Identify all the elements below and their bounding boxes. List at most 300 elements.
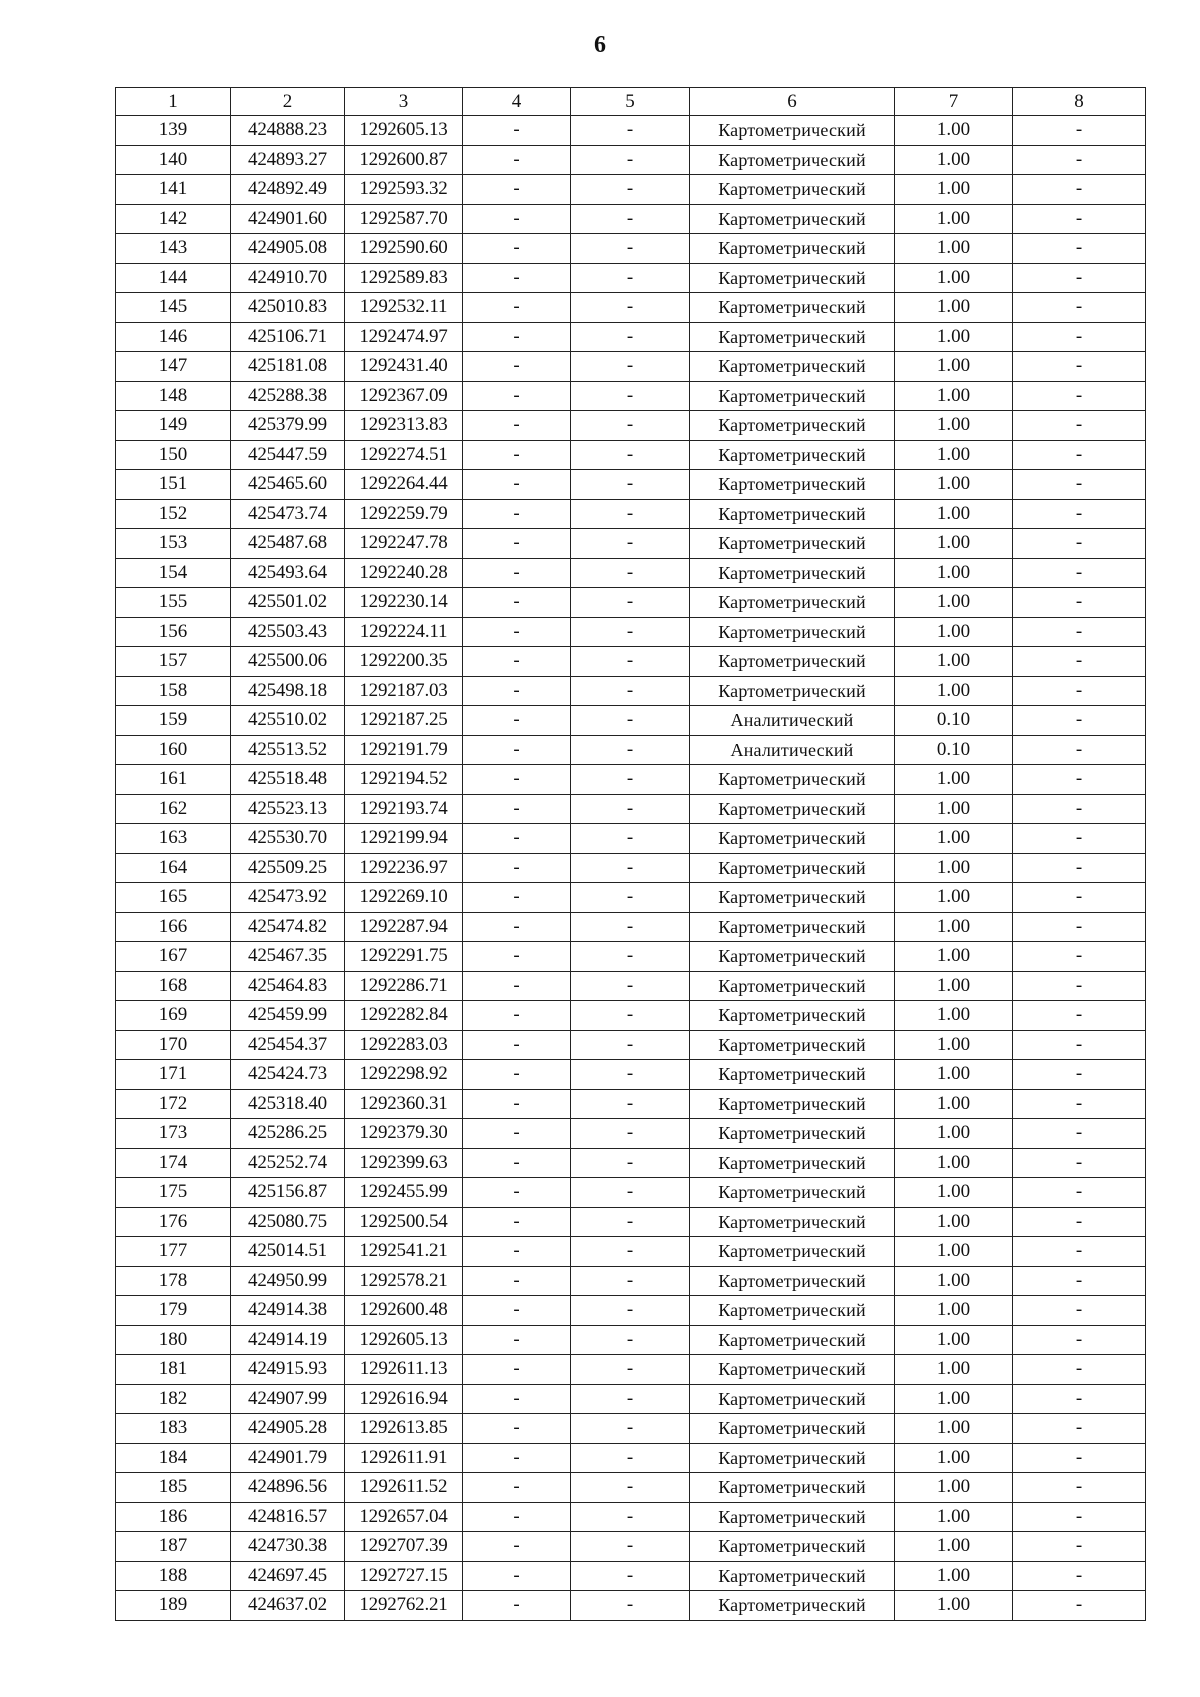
cell-col-4: - — [463, 1089, 571, 1119]
cell-coord-y: 1292590.60 — [345, 234, 463, 264]
cell-col-4: - — [463, 1148, 571, 1178]
cell-col-4: - — [463, 1384, 571, 1414]
cell-method: Картометрический — [690, 765, 895, 795]
cell-col-4: - — [463, 558, 571, 588]
cell-col-4: - — [463, 1237, 571, 1267]
cell-method: Картометрический — [690, 1119, 895, 1149]
cell-col-4: - — [463, 440, 571, 470]
cell-col-4: - — [463, 1296, 571, 1326]
cell-col-4: - — [463, 735, 571, 765]
column-header-5: 5 — [571, 88, 690, 116]
cell-point-number: 162 — [116, 794, 231, 824]
cell-col-8: - — [1013, 293, 1146, 323]
cell-coord-x: 425447.59 — [231, 440, 345, 470]
column-header-8: 8 — [1013, 88, 1146, 116]
cell-col-4: - — [463, 676, 571, 706]
cell-coord-x: 425156.87 — [231, 1178, 345, 1208]
cell-precision: 1.00 — [895, 1384, 1013, 1414]
column-header-3: 3 — [345, 88, 463, 116]
cell-coord-x: 424893.27 — [231, 145, 345, 175]
cell-col-4: - — [463, 1443, 571, 1473]
cell-point-number: 152 — [116, 499, 231, 529]
cell-coord-x: 425530.70 — [231, 824, 345, 854]
column-header-6: 6 — [690, 88, 895, 116]
cell-col-4: - — [463, 706, 571, 736]
table-row — [116, 1532, 1146, 1562]
cell-col-5: - — [571, 765, 690, 795]
column-header-7: 7 — [895, 88, 1013, 116]
cell-coord-x: 424905.08 — [231, 234, 345, 264]
cell-point-number: 165 — [116, 883, 231, 913]
cell-col-8: - — [1013, 352, 1146, 382]
cell-coord-y: 1292613.85 — [345, 1414, 463, 1444]
cell-col-8: - — [1013, 558, 1146, 588]
cell-method: Картометрический — [690, 1414, 895, 1444]
cell-method: Картометрический — [690, 381, 895, 411]
cell-col-8: - — [1013, 971, 1146, 1001]
cell-precision: 1.00 — [895, 1443, 1013, 1473]
cell-col-4: - — [463, 942, 571, 972]
cell-coord-y: 1292236.97 — [345, 853, 463, 883]
cell-col-8: - — [1013, 853, 1146, 883]
cell-precision: 1.00 — [895, 676, 1013, 706]
cell-coord-y: 1292187.25 — [345, 706, 463, 736]
cell-col-5: - — [571, 293, 690, 323]
table-row — [116, 1414, 1146, 1444]
cell-col-8: - — [1013, 1178, 1146, 1208]
cell-point-number: 158 — [116, 676, 231, 706]
cell-col-4: - — [463, 411, 571, 441]
cell-method: Картометрический — [690, 145, 895, 175]
cell-precision: 1.00 — [895, 647, 1013, 677]
cell-coord-x: 424907.99 — [231, 1384, 345, 1414]
cell-method: Картометрический — [690, 1089, 895, 1119]
table-row — [116, 942, 1146, 972]
cell-col-4: - — [463, 352, 571, 382]
cell-col-4: - — [463, 1030, 571, 1060]
cell-coord-x: 425501.02 — [231, 588, 345, 618]
cell-coord-x: 425286.25 — [231, 1119, 345, 1149]
table-row — [116, 824, 1146, 854]
cell-coord-y: 1292224.11 — [345, 617, 463, 647]
cell-method: Картометрический — [690, 1561, 895, 1591]
cell-col-8: - — [1013, 1325, 1146, 1355]
cell-coord-y: 1292762.21 — [345, 1591, 463, 1621]
cell-col-8: - — [1013, 617, 1146, 647]
table-row — [116, 529, 1146, 559]
cell-precision: 1.00 — [895, 293, 1013, 323]
cell-col-5: - — [571, 942, 690, 972]
cell-col-4: - — [463, 470, 571, 500]
cell-coord-y: 1292269.10 — [345, 883, 463, 913]
cell-method: Картометрический — [690, 1178, 895, 1208]
cell-coord-x: 425510.02 — [231, 706, 345, 736]
cell-point-number: 142 — [116, 204, 231, 234]
cell-method: Картометрический — [690, 1355, 895, 1385]
cell-col-5: - — [571, 1237, 690, 1267]
cell-col-5: - — [571, 1060, 690, 1090]
cell-coord-y: 1292282.84 — [345, 1001, 463, 1031]
cell-point-number: 141 — [116, 175, 231, 205]
cell-precision: 1.00 — [895, 263, 1013, 293]
cell-method: Картометрический — [690, 647, 895, 677]
table-row — [116, 1325, 1146, 1355]
cell-coord-x: 425503.43 — [231, 617, 345, 647]
table-row — [116, 470, 1146, 500]
cell-coord-y: 1292264.44 — [345, 470, 463, 500]
cell-method: Картометрический — [690, 1060, 895, 1090]
table-row — [116, 1443, 1146, 1473]
table-row — [116, 1119, 1146, 1149]
table-row — [116, 1001, 1146, 1031]
cell-method: Картометрический — [690, 676, 895, 706]
cell-col-8: - — [1013, 1207, 1146, 1237]
cell-coord-y: 1292589.83 — [345, 263, 463, 293]
cell-col-8: - — [1013, 706, 1146, 736]
cell-coord-y: 1292455.99 — [345, 1178, 463, 1208]
table-row — [116, 1207, 1146, 1237]
cell-coord-x: 425473.92 — [231, 883, 345, 913]
cell-col-8: - — [1013, 440, 1146, 470]
cell-col-4: - — [463, 1060, 571, 1090]
cell-coord-y: 1292291.75 — [345, 942, 463, 972]
cell-coord-y: 1292360.31 — [345, 1089, 463, 1119]
table-row — [116, 1030, 1146, 1060]
cell-col-5: - — [571, 647, 690, 677]
cell-coord-y: 1292230.14 — [345, 588, 463, 618]
cell-precision: 1.00 — [895, 1030, 1013, 1060]
cell-col-8: - — [1013, 647, 1146, 677]
table-row — [116, 971, 1146, 1001]
cell-precision: 1.00 — [895, 1237, 1013, 1267]
cell-point-number: 182 — [116, 1384, 231, 1414]
cell-coord-x: 425014.51 — [231, 1237, 345, 1267]
table-row — [116, 617, 1146, 647]
cell-coord-x: 425459.99 — [231, 1001, 345, 1031]
cell-col-8: - — [1013, 942, 1146, 972]
cell-method: Картометрический — [690, 293, 895, 323]
cell-col-5: - — [571, 1296, 690, 1326]
cell-col-4: - — [463, 1561, 571, 1591]
cell-col-8: - — [1013, 735, 1146, 765]
table-row — [116, 1178, 1146, 1208]
cell-col-4: - — [463, 765, 571, 795]
cell-point-number: 167 — [116, 942, 231, 972]
cell-col-5: - — [571, 1502, 690, 1532]
cell-method: Картометрический — [690, 588, 895, 618]
cell-point-number: 140 — [116, 145, 231, 175]
table-row — [116, 145, 1146, 175]
table-row — [116, 1266, 1146, 1296]
cell-method: Картометрический — [690, 234, 895, 264]
cell-point-number: 151 — [116, 470, 231, 500]
cell-col-5: - — [571, 558, 690, 588]
cell-col-4: - — [463, 1001, 571, 1031]
cell-coord-x: 424816.57 — [231, 1502, 345, 1532]
cell-method: Картометрический — [690, 1473, 895, 1503]
table-row — [116, 588, 1146, 618]
cell-col-8: - — [1013, 175, 1146, 205]
cell-coord-x: 425454.37 — [231, 1030, 345, 1060]
cell-point-number: 147 — [116, 352, 231, 382]
table-row — [116, 175, 1146, 205]
table-row — [116, 1591, 1146, 1621]
cell-method: Картометрический — [690, 1030, 895, 1060]
cell-col-4: - — [463, 499, 571, 529]
cell-col-5: - — [571, 1443, 690, 1473]
table-row — [116, 499, 1146, 529]
cell-col-5: - — [571, 617, 690, 647]
cell-point-number: 143 — [116, 234, 231, 264]
cell-point-number: 168 — [116, 971, 231, 1001]
cell-col-4: - — [463, 1355, 571, 1385]
cell-col-5: - — [571, 440, 690, 470]
cell-precision: 1.00 — [895, 1178, 1013, 1208]
cell-point-number: 185 — [116, 1473, 231, 1503]
table-row — [116, 411, 1146, 441]
cell-method: Картометрический — [690, 853, 895, 883]
cell-point-number: 163 — [116, 824, 231, 854]
cell-col-4: - — [463, 971, 571, 1001]
table-row — [116, 381, 1146, 411]
cell-coord-y: 1292240.28 — [345, 558, 463, 588]
column-header-4: 4 — [463, 88, 571, 116]
cell-coord-y: 1292605.13 — [345, 1325, 463, 1355]
table-row — [116, 1561, 1146, 1591]
cell-precision: 1.00 — [895, 116, 1013, 146]
cell-coord-y: 1292313.83 — [345, 411, 463, 441]
cell-coord-x: 424915.93 — [231, 1355, 345, 1385]
cell-point-number: 161 — [116, 765, 231, 795]
cell-col-4: - — [463, 1325, 571, 1355]
cell-col-5: - — [571, 1089, 690, 1119]
cell-col-8: - — [1013, 1266, 1146, 1296]
cell-method: Картометрический — [690, 352, 895, 382]
table-row — [116, 1502, 1146, 1532]
cell-coord-x: 425181.08 — [231, 352, 345, 382]
cell-col-8: - — [1013, 1237, 1146, 1267]
cell-col-5: - — [571, 1355, 690, 1385]
table-row — [116, 1296, 1146, 1326]
cell-point-number: 148 — [116, 381, 231, 411]
cell-col-5: - — [571, 1001, 690, 1031]
cell-point-number: 145 — [116, 293, 231, 323]
cell-precision: 1.00 — [895, 470, 1013, 500]
cell-col-8: - — [1013, 1296, 1146, 1326]
cell-coord-x: 424910.70 — [231, 263, 345, 293]
cell-col-4: - — [463, 1207, 571, 1237]
cell-col-5: - — [571, 322, 690, 352]
cell-coord-y: 1292379.30 — [345, 1119, 463, 1149]
cell-col-5: - — [571, 381, 690, 411]
cell-col-8: - — [1013, 1443, 1146, 1473]
cell-precision: 1.00 — [895, 175, 1013, 205]
cell-coord-y: 1292431.40 — [345, 352, 463, 382]
cell-coord-y: 1292191.79 — [345, 735, 463, 765]
cell-col-5: - — [571, 1414, 690, 1444]
cell-coord-y: 1292611.91 — [345, 1443, 463, 1473]
cell-point-number: 189 — [116, 1591, 231, 1621]
cell-precision: 1.00 — [895, 588, 1013, 618]
table-row — [116, 234, 1146, 264]
cell-coord-y: 1292283.03 — [345, 1030, 463, 1060]
table-row — [116, 293, 1146, 323]
table-row — [116, 765, 1146, 795]
cell-precision: 1.00 — [895, 824, 1013, 854]
cell-col-5: - — [571, 352, 690, 382]
cell-point-number: 166 — [116, 912, 231, 942]
table-row — [116, 116, 1146, 146]
cell-method: Картометрический — [690, 617, 895, 647]
cell-point-number: 154 — [116, 558, 231, 588]
table-row — [116, 263, 1146, 293]
cell-method: Картометрический — [690, 942, 895, 972]
cell-precision: 1.00 — [895, 1089, 1013, 1119]
cell-precision: 1.00 — [895, 1355, 1013, 1385]
cell-col-5: - — [571, 1473, 690, 1503]
cell-point-number: 160 — [116, 735, 231, 765]
cell-point-number: 139 — [116, 116, 231, 146]
cell-point-number: 171 — [116, 1060, 231, 1090]
cell-precision: 1.00 — [895, 1266, 1013, 1296]
cell-method: Картометрический — [690, 883, 895, 913]
cell-col-4: - — [463, 1266, 571, 1296]
cell-coord-y: 1292593.32 — [345, 175, 463, 205]
cell-method: Картометрический — [690, 1266, 895, 1296]
cell-point-number: 183 — [116, 1414, 231, 1444]
cell-col-5: - — [571, 1532, 690, 1562]
cell-point-number: 173 — [116, 1119, 231, 1149]
cell-coord-y: 1292298.92 — [345, 1060, 463, 1090]
cell-col-5: - — [571, 912, 690, 942]
cell-col-4: - — [463, 322, 571, 352]
cell-method: Картометрический — [690, 322, 895, 352]
cell-col-8: - — [1013, 1502, 1146, 1532]
cell-coord-x: 425523.13 — [231, 794, 345, 824]
cell-col-8: - — [1013, 381, 1146, 411]
table-row — [116, 647, 1146, 677]
cell-precision: 1.00 — [895, 558, 1013, 588]
cell-precision: 1.00 — [895, 529, 1013, 559]
cell-coord-x: 424637.02 — [231, 1591, 345, 1621]
cell-precision: 1.00 — [895, 1473, 1013, 1503]
cell-col-5: - — [571, 234, 690, 264]
cell-col-8: - — [1013, 1060, 1146, 1090]
cell-coord-y: 1292657.04 — [345, 1502, 463, 1532]
cell-point-number: 186 — [116, 1502, 231, 1532]
cell-col-8: - — [1013, 529, 1146, 559]
cell-precision: 1.00 — [895, 499, 1013, 529]
cell-precision: 1.00 — [895, 1325, 1013, 1355]
cell-col-8: - — [1013, 204, 1146, 234]
cell-method: Картометрический — [690, 1502, 895, 1532]
cell-col-5: - — [571, 263, 690, 293]
cell-coord-x: 424905.28 — [231, 1414, 345, 1444]
cell-coord-y: 1292707.39 — [345, 1532, 463, 1562]
cell-coord-y: 1292193.74 — [345, 794, 463, 824]
cell-precision: 1.00 — [895, 1119, 1013, 1149]
cell-point-number: 169 — [116, 1001, 231, 1031]
cell-precision: 1.00 — [895, 381, 1013, 411]
cell-coord-y: 1292194.52 — [345, 765, 463, 795]
cell-col-5: - — [571, 1119, 690, 1149]
cell-point-number: 150 — [116, 440, 231, 470]
cell-col-8: - — [1013, 1148, 1146, 1178]
cell-point-number: 172 — [116, 1089, 231, 1119]
table-row — [116, 853, 1146, 883]
cell-coord-x: 425288.38 — [231, 381, 345, 411]
cell-col-8: - — [1013, 883, 1146, 913]
cell-col-8: - — [1013, 1532, 1146, 1562]
cell-col-5: - — [571, 411, 690, 441]
cell-precision: 1.00 — [895, 204, 1013, 234]
cell-coord-y: 1292611.52 — [345, 1473, 463, 1503]
table-row — [116, 735, 1146, 765]
cell-col-4: - — [463, 912, 571, 942]
table-row — [116, 1148, 1146, 1178]
cell-coord-y: 1292474.97 — [345, 322, 463, 352]
cell-method: Картометрический — [690, 1148, 895, 1178]
cell-method: Картометрический — [690, 1384, 895, 1414]
cell-method: Картометрический — [690, 794, 895, 824]
cell-col-5: - — [571, 706, 690, 736]
cell-coord-x: 425424.73 — [231, 1060, 345, 1090]
cell-col-5: - — [571, 1384, 690, 1414]
cell-point-number: 188 — [116, 1561, 231, 1591]
cell-method: Картометрический — [690, 1443, 895, 1473]
cell-col-5: - — [571, 470, 690, 500]
cell-method: Картометрический — [690, 529, 895, 559]
cell-col-5: - — [571, 588, 690, 618]
cell-coord-y: 1292541.21 — [345, 1237, 463, 1267]
cell-coord-x: 425474.82 — [231, 912, 345, 942]
cell-coord-x: 425513.52 — [231, 735, 345, 765]
cell-precision: 1.00 — [895, 1591, 1013, 1621]
cell-col-4: - — [463, 1473, 571, 1503]
cell-coord-y: 1292727.15 — [345, 1561, 463, 1591]
cell-coord-x: 425473.74 — [231, 499, 345, 529]
cell-coord-y: 1292605.13 — [345, 116, 463, 146]
cell-col-8: - — [1013, 912, 1146, 942]
cell-coord-y: 1292367.09 — [345, 381, 463, 411]
cell-col-8: - — [1013, 1355, 1146, 1385]
cell-coord-x: 425252.74 — [231, 1148, 345, 1178]
cell-coord-x: 424730.38 — [231, 1532, 345, 1562]
cell-coord-x: 424896.56 — [231, 1473, 345, 1503]
cell-precision: 1.00 — [895, 440, 1013, 470]
cell-coord-x: 425080.75 — [231, 1207, 345, 1237]
cell-point-number: 181 — [116, 1355, 231, 1385]
cell-precision: 1.00 — [895, 322, 1013, 352]
cell-col-8: - — [1013, 470, 1146, 500]
cell-col-4: - — [463, 647, 571, 677]
cell-method: Картометрический — [690, 263, 895, 293]
cell-col-5: - — [571, 824, 690, 854]
cell-col-5: - — [571, 971, 690, 1001]
cell-precision: 1.00 — [895, 1561, 1013, 1591]
cell-coord-y: 1292532.11 — [345, 293, 463, 323]
cell-col-8: - — [1013, 322, 1146, 352]
cell-col-5: - — [571, 175, 690, 205]
cell-point-number: 170 — [116, 1030, 231, 1060]
cell-point-number: 175 — [116, 1178, 231, 1208]
cell-precision: 1.00 — [895, 971, 1013, 1001]
cell-col-5: - — [571, 853, 690, 883]
cell-coord-x: 425498.18 — [231, 676, 345, 706]
cell-coord-x: 424914.19 — [231, 1325, 345, 1355]
page-number: 6 — [594, 32, 606, 58]
cell-col-8: - — [1013, 1089, 1146, 1119]
